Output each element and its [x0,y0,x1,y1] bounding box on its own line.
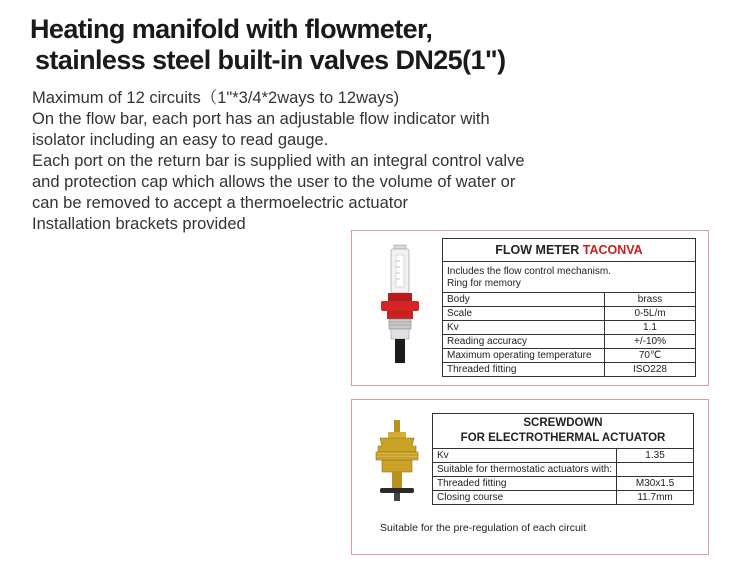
spec-value: brass [605,293,696,307]
description-line: Maximum of 12 circuits（1"*3/4*2ways to 12ways) [32,89,400,107]
spec-row [433,491,694,505]
spec-row [443,321,696,335]
spec-value: M30x1.5 [617,477,694,491]
spec-value: 1.1 [605,321,696,335]
flow-meter-spec-table [442,238,696,377]
page-title [30,14,506,76]
spec-label: Kv [443,321,605,335]
description-line: isolator including an easy to read gauge. [32,131,329,149]
spec-row [433,477,694,491]
flow-meter-image [374,243,426,365]
title-line-2: stainless steel built-in valves DN25(1") [35,45,506,75]
spec-row [433,449,694,463]
description-line: Installation brackets provided [32,215,246,233]
flow-meter-heading [443,239,696,262]
description-line: and protection cap which allows the user to the volume of water or [32,173,516,191]
spec-value: +/-10% [605,335,696,349]
description-line: Each port on the return bar is supplied with an integral control valve [32,152,525,170]
screwdown-valve-image [368,418,426,504]
description [32,88,525,235]
description-line: can be removed to accept a thermoelectric actuator [32,194,409,212]
spec-label: Closing course [433,491,617,505]
spec-value: 0-5L/m [605,307,696,321]
screwdown-caption: Suitable for the pre-regulation of each circuit [380,522,587,534]
spec-value-empty [617,463,694,477]
screwdown-heading-line-1: SCREWDOWN [523,417,603,429]
screwdown-spec-table [432,413,694,505]
title-line-1: Heating manifold with flowmeter, [30,14,433,44]
spec-row [433,463,694,477]
note-line-2: Ring for memory [447,278,521,289]
spec-value: 11.7mm [617,491,694,505]
screwdown-heading [433,414,694,449]
spec-value: ISO228 [605,363,696,377]
spec-label: Kv [433,449,617,463]
note-line-1: Includes the flow control mechanism. [447,266,611,277]
spec-row [443,307,696,321]
spec-value: 1.35 [617,449,694,463]
spec-row [443,349,696,363]
flow-meter-note [443,262,696,293]
spec-value: 70℃ [605,349,696,363]
flow-meter-brand: TACONVA [582,242,643,257]
spec-label: Maximum operating temperature [443,349,605,363]
spec-label: Reading accuracy [443,335,605,349]
spec-label: Body [443,293,605,307]
spec-label: Threaded fitting [443,363,605,377]
screwdown-panel [351,399,709,555]
screwdown-heading-line-2: FOR ELECTROTHERMAL ACTUATOR [460,432,666,444]
description-line: On the flow bar, each port has an adjustable flow indicator with [32,110,490,128]
spec-note: Suitable for thermostatic actuators with: [433,463,617,477]
spec-row [443,335,696,349]
spec-label: Scale [443,307,605,321]
flow-meter-heading-text: FLOW METER [495,242,580,257]
spec-row [443,293,696,307]
flow-meter-panel [351,230,709,386]
spec-label: Threaded fitting [433,477,617,491]
spec-row [443,363,696,377]
